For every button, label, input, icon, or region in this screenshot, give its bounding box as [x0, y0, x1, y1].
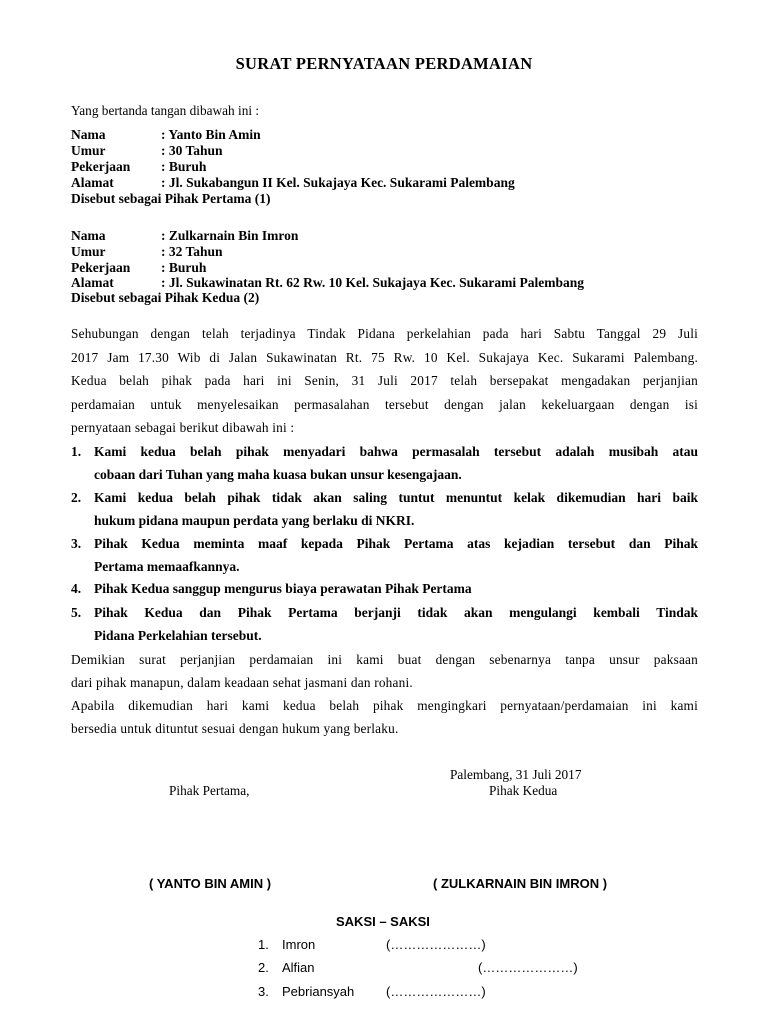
item-text-cont: Pertama memaafkannya. [94, 559, 240, 574]
item-text: Pihak Kedua sanggup mengurus biaya perawatan Pihak Pertama [94, 581, 472, 596]
party2-designation [71, 290, 711, 307]
witness-number: 3. [258, 984, 269, 999]
field-value: : Jl. Sukabangun II Kel. Sukajaya Kec. Sukarami Palembang [161, 175, 515, 190]
field-value: : Jl. Sukawinatan Rt. 62 Rw. 10 Kel. Sukajaya Kec. Sukarami Palembang [161, 275, 585, 290]
witness-title: SAKSI – SAKSI [336, 914, 430, 929]
witness-signature-line: (…………………) [386, 937, 486, 952]
field-label: Pekerjaan [71, 260, 131, 275]
field-label: Alamat [71, 175, 114, 190]
item-text-cont: hukum pidana maupun perdata yang berlaku di NKRI. [94, 513, 415, 528]
field-value: : Buruh [161, 260, 207, 275]
witness-name: Alfian [282, 960, 315, 975]
field-label: Umur [71, 244, 106, 259]
party1-sign-label: Pihak Pertama, [169, 783, 250, 798]
item-number: 2. [71, 490, 82, 505]
item-text: Kami kedua belah pihak tidak akan saling tuntut menuntut kelak dikemudian hari baik [94, 490, 698, 505]
body-line: Kedua belah pihak pada hari ini Senin, 31 Juli 2017 telah bersepakat mengadakan perjanjian [71, 373, 698, 388]
party1-name-row [71, 127, 711, 144]
party1-address-row [71, 175, 711, 192]
item-number: 1. [71, 444, 82, 459]
field-label: Nama [71, 127, 106, 142]
party2-age-row [71, 244, 711, 261]
closing-line: Apabila dikemudian hari kami kedua belah pihak mengingkari pernyataan/perdamaian ini kami [71, 698, 698, 713]
document-title: SURAT PERNYATAAN PERDAMAIAN [235, 54, 533, 73]
party1-designation [71, 191, 711, 208]
party1-signature-name: ( YANTO BIN AMIN ) [149, 876, 272, 891]
designation-text: Disebut sebagai Pihak Pertama (1) [71, 191, 271, 206]
field-value: : Yanto Bin Amin [161, 127, 261, 142]
intro-text: Yang bertanda tangan dibawah ini : [71, 103, 260, 118]
field-value: : Buruh [161, 159, 207, 174]
party2-sign-label: Pihak Kedua [489, 783, 558, 798]
item-text-cont: cobaan dari Tuhan yang maha kuasa bukan unsur kesengajaan. [94, 467, 462, 482]
party1-age-row [71, 143, 711, 160]
witness-signature-line: (…………………) [386, 984, 486, 999]
closing-line: dari pihak manapun, dalam keadaan sehat jasmani dan rohani. [71, 675, 413, 690]
witness-name: Pebriansyah [282, 984, 355, 999]
body-line: 2017 Jam 17.30 Wib di Jalan Sukawinatan Rt. 75 Rw. 10 Kel. Sukajaya Kec. Sukarami Palembang. [71, 350, 698, 365]
witness-name: Imron [282, 937, 316, 952]
witness-signature-line: (…………………) [478, 960, 578, 975]
witness-number: 1. [258, 937, 269, 952]
designation-text: Disebut sebagai Pihak Kedua (2) [71, 290, 260, 305]
field-label: Alamat [71, 275, 114, 290]
party2-name-row [71, 228, 711, 245]
item-number: 4. [71, 581, 82, 596]
item-number: 5. [71, 605, 82, 620]
party1-job-row [71, 159, 711, 176]
item-text: Pihak Kedua dan Pihak Pertama berjanji tidak akan mengulangi kembali Tindak [94, 605, 698, 620]
closing-line: Demikian surat perjanjian perdamaian ini kami buat dengan sebenarnya tanpa unsur paksaan [71, 652, 698, 667]
place-date: Palembang, 31 Juli 2017 [450, 767, 582, 782]
body-line: perdamaian untuk menyelesaikan permasalahan tersebut dengan jalan kekeluargaan dengan isi [71, 397, 698, 412]
witness-number: 2. [258, 960, 269, 975]
field-label: Nama [71, 228, 106, 243]
field-value: : 32 Tahun [161, 244, 223, 259]
field-label: Umur [71, 143, 106, 158]
item-text: Pihak Kedua meminta maaf kepada Pihak Pertama atas kejadian tersebut dan Pihak [94, 536, 698, 551]
body-line: pernyataan sebagai berikut dibawah ini : [71, 420, 295, 435]
item-text-cont: Pidana Perkelahian tersebut. [94, 628, 262, 643]
body-line: Sehubungan dengan telah terjadinya Tindak Pidana perkelahian pada hari Sabtu Tanggal 29 Juli [71, 326, 698, 341]
field-value: : Zulkarnain Bin Imron [161, 228, 299, 243]
field-value: : 30 Tahun [161, 143, 223, 158]
closing-line: bersedia untuk dituntut sesuai dengan hukum yang berlaku. [71, 721, 399, 736]
item-number: 3. [71, 536, 82, 551]
field-label: Pekerjaan [71, 159, 131, 174]
party2-signature-name: ( ZULKARNAIN BIN IMRON ) [433, 876, 608, 891]
item-text: Kami kedua belah pihak menyadari bahwa permasalah tersebut adalah musibah atau [94, 444, 698, 459]
